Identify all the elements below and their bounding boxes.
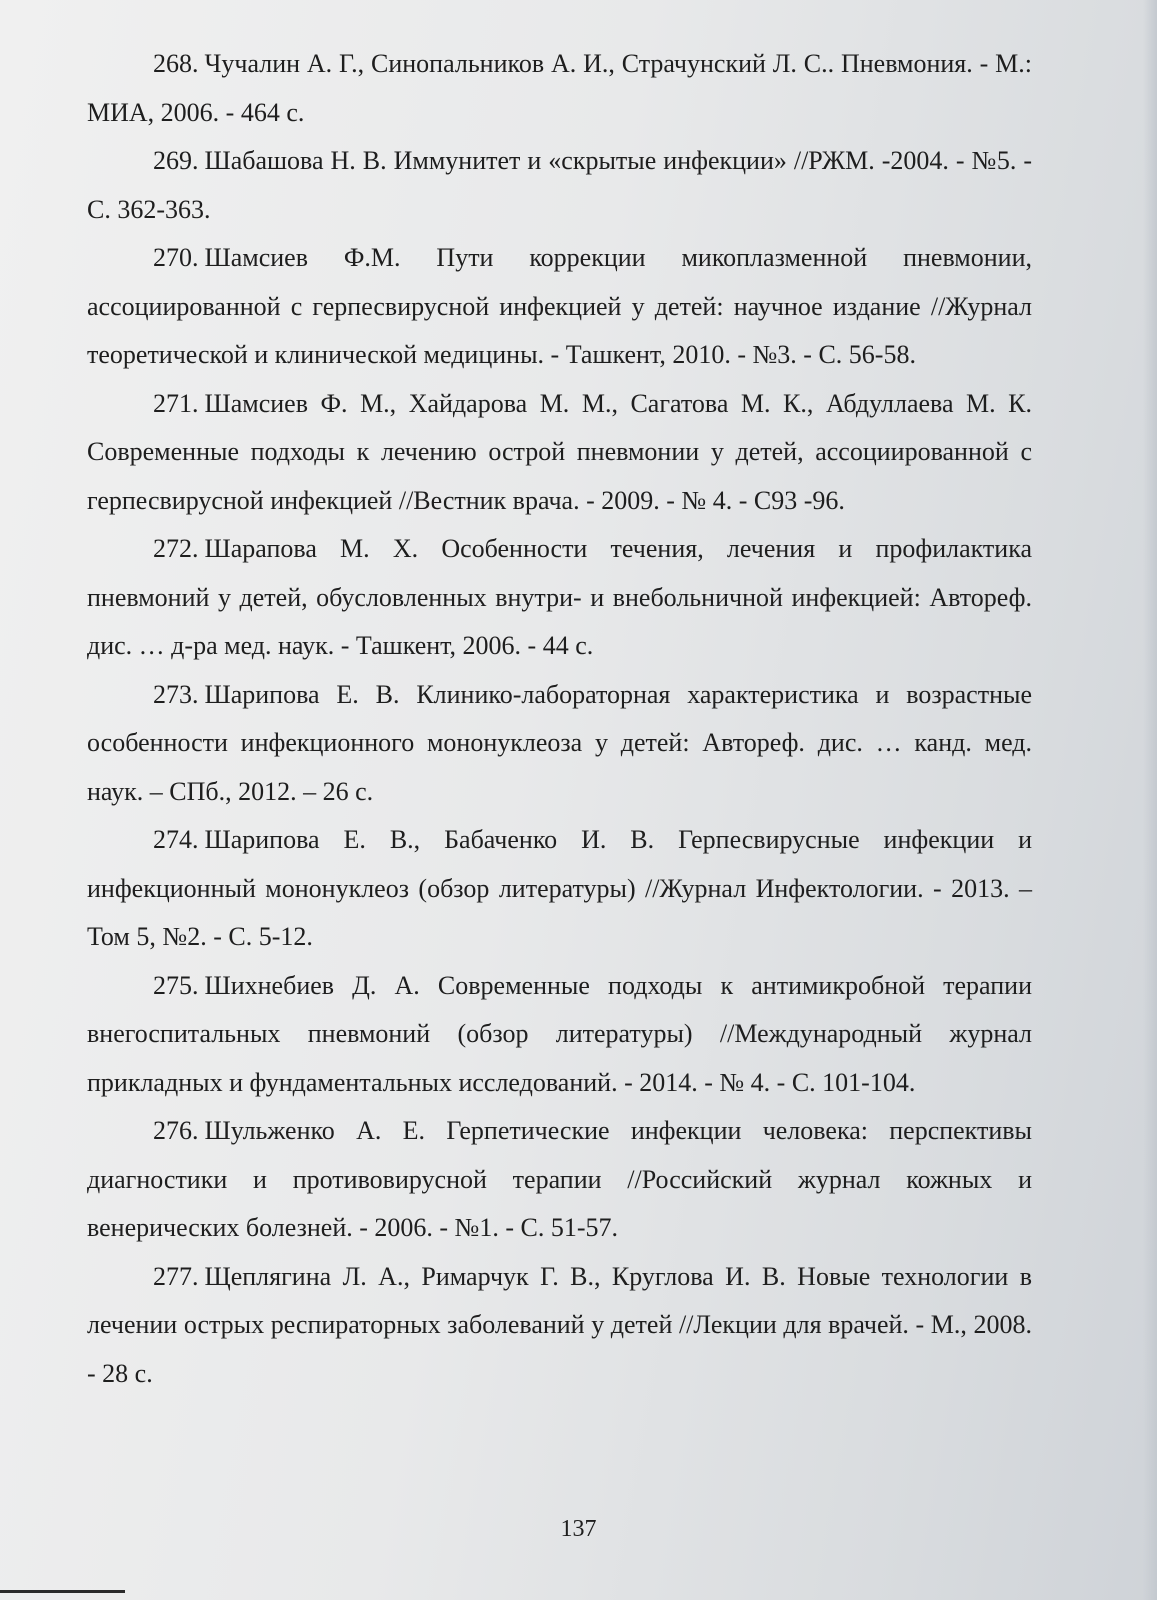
reference-number: 277. bbox=[153, 1261, 199, 1291]
reference-entry-273 bbox=[87, 671, 1032, 817]
reference-number: 270. bbox=[153, 243, 199, 272]
reference-entry-277 bbox=[87, 1253, 1032, 1399]
reference-text: Шамсиев Ф.М. Пути коррекции микоплазменной пневмонии, ассоциированной с герпесвирусной инфекцией у детей: научное издание //Журнал теоретической и клинической медицины. - Ташкент, 2010. - №3. - С. 56-58. bbox=[87, 243, 1032, 369]
reference-text: Шарапова М. Х. Особенности течения, лечения и профилактика пневмоний у детей, обусловленных внутри- и внебольничной инфекцией: Автореф. дис. … д-ра мед. наук. - Ташкент, 2006. - 44 с. bbox=[87, 534, 1032, 660]
reference-text: Шарипова Е. В. Клинико-лабораторная характеристика и возрастные особенности инфекционного мононуклеоза у детей: Автореф. дис. … канд. мед. наук. – СПб., 2012. – 26 с. bbox=[87, 679, 1032, 806]
reference-number: 275. bbox=[153, 970, 199, 1000]
reference-number: 276. bbox=[153, 1116, 199, 1145]
reference-entry-271 bbox=[87, 380, 1032, 526]
reference-text: Шихнебиев Д. А. Современные подходы к антимикробной терапии внегоспитальных пневмоний (обзор литературы) //Международный журнал прикладных и фундаментальных исследований. - 2014. - № 4. - С. 101-104. bbox=[87, 970, 1032, 1097]
reference-text: Шульженко А. Е. Герпетические инфекции человека: перспективы диагностики и противовирусной терапии //Российский журнал кожных и венерических болезней. - 2006. - №1. - С. 51-57. bbox=[87, 1116, 1032, 1242]
reference-list bbox=[87, 40, 1032, 1398]
reference-text: Шабашова Н. В. Иммунитет и «скрытые инфекции» //РЖМ. -2004. - №5. - С. 362-363. bbox=[87, 146, 1032, 224]
page-number: 137 bbox=[560, 1516, 597, 1542]
reference-number: 269. bbox=[153, 146, 199, 175]
reference-entry-269 bbox=[87, 137, 1032, 234]
reference-entry-274 bbox=[87, 816, 1032, 962]
reference-number: 274. bbox=[153, 825, 199, 854]
reference-number: 272. bbox=[153, 534, 199, 563]
reference-number: 273. bbox=[153, 679, 199, 709]
reference-number: 268. bbox=[153, 49, 199, 78]
scan-edge-shadow bbox=[1143, 0, 1157, 1600]
reference-number: 271. bbox=[153, 388, 199, 418]
scan-edge-line bbox=[0, 1590, 125, 1593]
reference-text: Чучалин А. Г., Синопальников А. И., Страчунский Л. С.. Пневмония. - М.: МИА, 2006. - 464 с. bbox=[87, 49, 1032, 127]
reference-entry-275 bbox=[87, 962, 1032, 1108]
reference-entry-272 bbox=[87, 525, 1032, 671]
reference-text: Шамсиев Ф. М., Хайдарова М. М., Сагатова М. К., Абдуллаева М. К. Современные подходы к лечению острой пневмонии у детей, ассоциированной с герпесвирусной инфекцией //Вестник врача. - 2009. - № 4. - С93 -96. bbox=[87, 388, 1032, 515]
reference-entry-276 bbox=[87, 1107, 1032, 1253]
reference-text: Шарипова Е. В., Бабаченко И. В. Герпесвирусные инфекции и инфекционный мононуклеоз (обзор литературы) //Журнал Инфектологии. - 2013. – Том 5, №2. - С. 5-12. bbox=[87, 825, 1032, 951]
reference-text: Щеплягина Л. А., Римарчук Г. В., Круглова И. В. Новые технологии в лечении острых респираторных заболеваний у детей //Лекции для врачей. - М., 2008. - 28 с. bbox=[87, 1261, 1032, 1388]
reference-entry-268 bbox=[87, 40, 1032, 137]
reference-entry-270 bbox=[87, 234, 1032, 380]
